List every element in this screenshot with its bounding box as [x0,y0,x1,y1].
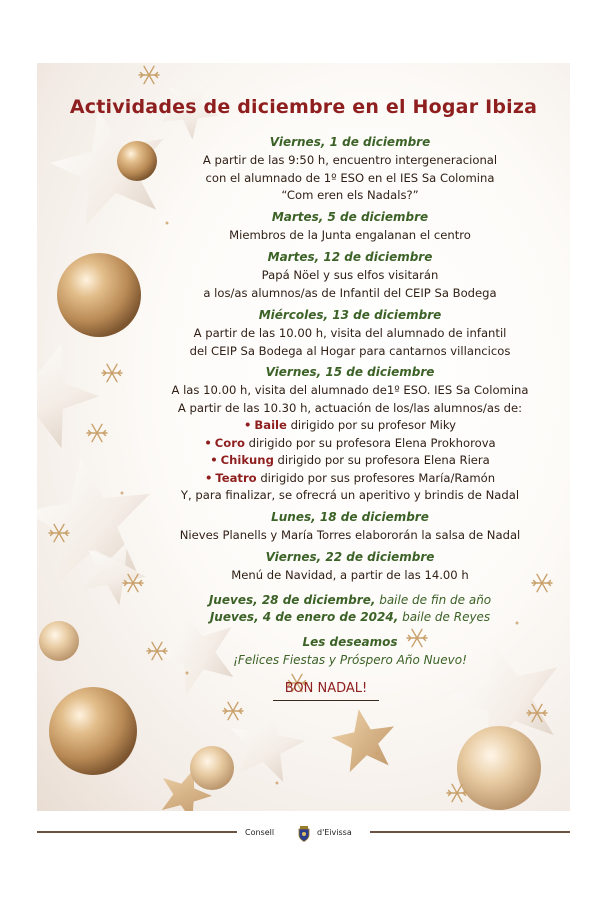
events-block [155,592,545,626]
bullet-item [155,435,545,453]
footer [37,824,570,844]
bullet-item [155,452,545,470]
bullet-icon: • [204,470,213,485]
bon-nadal-text: BON NADAL! [273,680,379,701]
section-line: A partir de las 10.00 h, visita del alumnado de infantil [193,326,507,340]
bullet-key: Coro [214,435,245,450]
greeting-line: Les deseamos [302,635,398,649]
gold-star-shape [327,704,400,775]
section-date: Viernes, 15 de diciembre [265,365,435,379]
star-shape [223,701,310,785]
section-7 [155,548,545,585]
bullet-icon: • [243,418,252,432]
bullet-icon: • [210,453,218,467]
bullet-text: dirigido por sus profesores María/Ramón [256,470,496,485]
ornament-ball [457,726,541,810]
star-shape [37,328,111,454]
bullet-icon: • [204,435,212,450]
section-date: Martes, 5 de diciembre [271,210,429,224]
greeting-block [155,633,545,669]
section-line: A partir de las 10.30 h, actuación de los/las alumnos/as de: [177,400,523,415]
section-line: Y, para finalizar, se ofrecrá un aperitivo y brindis de Nadal [180,488,520,502]
section-line: A partir de las 9:50 h, encuentro intergeneracional [202,153,498,167]
bullet-text: dirigido por su profesora Elena Prokhorova [244,435,496,450]
ornament-ball [57,253,141,337]
consell-logo [241,826,367,842]
event-line [155,609,545,626]
ornament-ball [49,687,137,775]
section-line: con el alumnado de 1º ESO en el IES Sa Colomina [205,170,495,185]
ornament-ball [117,141,157,181]
section-line: Nieves Planells y María Torres elabororán la salsa de Nadal [179,528,521,542]
poster-title: Actividades de diciembre en el Hogar Ibiza [69,96,538,118]
section-5 [155,363,545,505]
ornament-ball [190,746,234,790]
coat-of-arms-icon [297,826,311,842]
bullet-item [155,470,545,488]
event-text: baile de Reyes [398,610,491,624]
bullet-text: dirigido por su profesora Elena Riera [273,453,490,467]
ornament-ball [39,621,79,661]
christmas-poster [37,63,570,811]
bullet-key: Chikung [220,453,274,467]
footer-divider [37,831,237,833]
bullet-key: Baile [254,418,287,432]
greeting-line: ¡Felices Fiestas y Próspero Año Nuevo! [233,653,467,667]
footer-brand-right: d'Eivissa [317,828,352,837]
section-line: A las 10.00 h, visita del alumnado de1º ESO. IES Sa Colomina [171,383,529,397]
section-date: Miércoles, 13 de diciembre [258,308,442,322]
section-line: “Com eren els Nadals?” [281,188,419,202]
section-1 [155,133,545,205]
section-2 [155,208,545,245]
section-line: Menú de Navidad, a partir de las 14.00 h [231,568,469,582]
event-line [155,592,545,609]
bullet-text: dirigido por su profesor Miky [286,418,456,432]
section-line: del CEIP Sa Bodega al Hogar para cantarnos villancicos [189,343,511,358]
section-3 [155,248,545,302]
section-date: Martes, 12 de diciembre [267,250,433,264]
bullet-item [155,417,545,435]
section-line: a los/as alumnos/as de Infantil del CEIP Sa Bodega [203,285,497,300]
event-date: Jueves, 4 de enero de 2024, [209,610,399,624]
event-date: Jueves, 28 de diciembre, [208,593,376,607]
footer-divider [370,831,570,833]
event-text: baile de fin de año [375,593,492,607]
section-4 [155,306,545,360]
section-date: Viernes, 1 de diciembre [269,135,431,149]
footer-brand-left: Consell [245,828,275,837]
bullet-key: Teatro [215,470,257,485]
section-6 [155,508,545,545]
section-line: Papá Nöel y sus elfos visitarán [261,268,439,282]
section-line: Miembros de la Junta engalanan el centro [229,228,471,242]
section-date: Viernes, 22 de diciembre [265,550,435,564]
section-date: Lunes, 18 de diciembre [271,510,429,524]
